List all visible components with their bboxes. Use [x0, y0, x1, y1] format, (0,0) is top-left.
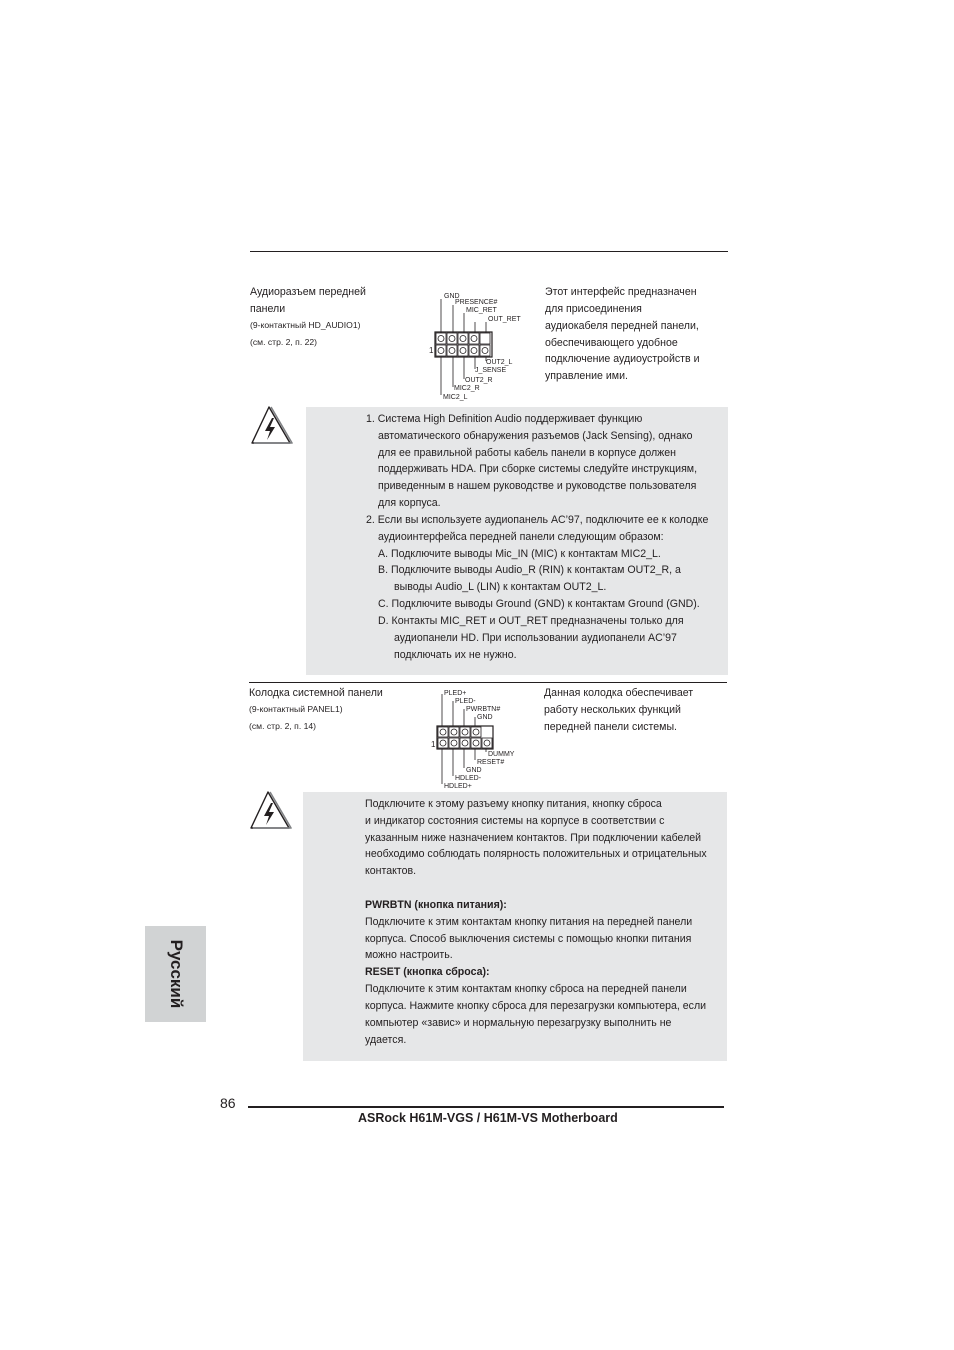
pin-out2-l-label: OUT2_L — [486, 359, 513, 366]
top-rule — [250, 251, 728, 252]
pin-gnd-top-label: GND — [477, 714, 493, 721]
panel-ref: (см. стр. 2, п. 14) — [249, 721, 317, 731]
hd-audio-desc-2: для присоединения — [545, 303, 642, 315]
pin-gnd-label: GND — [444, 293, 460, 300]
note2-line: Подключите к этому разъему кнопку питания, кнопку сброса — [365, 798, 662, 810]
warning-lightning-icon — [249, 404, 293, 446]
reset-line: компьютер «завис» и нормальную перезагрузку выполнить не — [365, 1017, 672, 1029]
pwrbtn-line: можно настроить. — [365, 949, 453, 961]
reset-heading: RESET (кнопка сброса): — [365, 966, 490, 978]
pwrbtn-line: корпуса. Способ выключения системы с помощью кнопки питания — [365, 933, 692, 945]
pin-j-sense-label: J_SENSE — [475, 367, 507, 374]
panel-desc-1: Данная колодка обеспечивает — [544, 687, 694, 699]
note1-line: аудиопанели HD. При использовании аудиопанели AC’97 — [394, 632, 677, 644]
pin-reset-label: RESET# — [477, 759, 505, 766]
pwrbtn-line: Подключите к этим контактам кнопку питания на передней панели — [365, 916, 693, 928]
pin-1-label: 1 — [431, 740, 436, 749]
language-tab-label: Русский — [166, 939, 186, 1009]
hd-audio-desc-3: аудиокабеля передней панели, — [545, 320, 699, 332]
note1-line: B. Подключите выводы Audio_R (RIN) к контактам OUT2_R, а — [378, 564, 681, 576]
note1-line: аудиоинтерфейса передней панели следующим образом: — [378, 531, 664, 543]
note1-line: приведенным в нашем руководстве и руководстве пользователя — [378, 480, 697, 492]
pin-mic-ret-label: MIC_RET — [466, 307, 497, 314]
panel-title: Колодка системной панели — [249, 687, 383, 699]
note1-line: A. Подключите выводы Mic_IN (MIC) к контактам MIC2_L. — [378, 548, 661, 560]
pin-1-label: 1 — [429, 346, 434, 355]
hd-audio-desc-4: обеспечивающего удобное — [545, 337, 678, 349]
hd-audio-desc-1: Этот интерфейс предназначен — [545, 286, 697, 298]
pin-gnd-bottom-label: GND — [466, 767, 482, 774]
language-tab — [145, 926, 206, 1022]
note1-line: выводы Audio_L (LIN) к контактам OUT2_L. — [394, 581, 607, 593]
panel-desc-2: работу нескольких функций — [544, 704, 681, 716]
note2-line: необходимо соблюдать полярность положительных и отрицательных — [365, 848, 707, 860]
pin-mic2-l-label: MIC2_L — [443, 394, 468, 401]
note1-line: 1. Система High Definition Audio поддерживает функцию — [366, 413, 643, 425]
pin-hdled-plus-label: HDLED+ — [444, 783, 472, 790]
hd-audio-desc-6: управление ими. — [545, 370, 628, 382]
page-number: 86 — [220, 1095, 236, 1111]
section-divider — [249, 682, 727, 683]
note1-line: для ее правильной работы кабель панели в корпусе должен — [378, 447, 677, 459]
note2-line: указанным ниже назначением контактов. При подключении кабелей — [365, 832, 702, 844]
footer-product: ASRock H61M-VGS / H61M-VS Motherboard — [358, 1111, 618, 1125]
pin-pled-plus-label: PLED+ — [444, 690, 467, 697]
footer-rule — [248, 1106, 724, 1108]
pin-pled-minus-label: PLED- — [455, 698, 476, 705]
note1-line: автоматического обнаружения разъемов (Jack Sensing), однако — [378, 430, 693, 442]
pin-mic2-r-label: MIC2_R — [454, 385, 480, 392]
hd-audio-ref: (см. стр. 2, п. 22) — [250, 337, 318, 347]
pin-pwrbtn-label: PWRBTN# — [466, 706, 501, 713]
note1-line: 2. Если вы используете аудиопанель AC’97, подключите ее к колодке — [366, 514, 709, 526]
hd-audio-pin-diagram — [425, 289, 535, 405]
reset-line: корпуса. Нажмите кнопку сброса для перезагрузки компьютера, если — [365, 1000, 707, 1012]
note1-line: C. Подключите выводы Ground (GND) к контактам Ground (GND). — [378, 598, 700, 610]
pin-presence-label: PRESENCE# — [455, 299, 498, 306]
note1-line: D. Контакты MIC_RET и OUT_RET предназначены только для — [378, 615, 684, 627]
hd-audio-title-line2: панели — [250, 303, 286, 315]
note2-line: и индикатор состояния системы на корпусе в соответствии с — [365, 815, 665, 827]
pwrbtn-heading: PWRBTN (кнопка питания): — [365, 899, 507, 911]
panel-desc-3: передней панели системы. — [544, 721, 678, 733]
reset-line: удается. — [365, 1034, 407, 1046]
pin-out2-r-label: OUT2_R — [465, 377, 493, 384]
pin-dummy-label: DUMMY — [488, 751, 515, 758]
note1-line: подключать их не нужно. — [394, 649, 517, 661]
note1-line: для корпуса. — [378, 497, 441, 509]
system-panel-pin-diagram — [430, 686, 520, 790]
pin-out-ret-label: OUT_RET — [488, 316, 521, 323]
hd-audio-desc-5: подключение аудиоустройств и — [545, 353, 700, 365]
note2-line: контактов. — [365, 865, 417, 877]
pin-hdled-minus-label: HDLED- — [455, 775, 482, 782]
hd-audio-model: (9-контактный HD_AUDIO1) — [250, 320, 361, 330]
hd-audio-title-line1: Аудиоразъем передней — [250, 286, 366, 298]
panel-model: (9-контактный PANEL1) — [249, 704, 343, 714]
reset-line: Подключите к этим контактам кнопку сброса на передней панели — [365, 983, 687, 995]
note1-line: поддерживать HDA. При сборке системы следуйте инструкциям, — [378, 463, 698, 475]
warning-lightning-icon — [248, 789, 292, 831]
